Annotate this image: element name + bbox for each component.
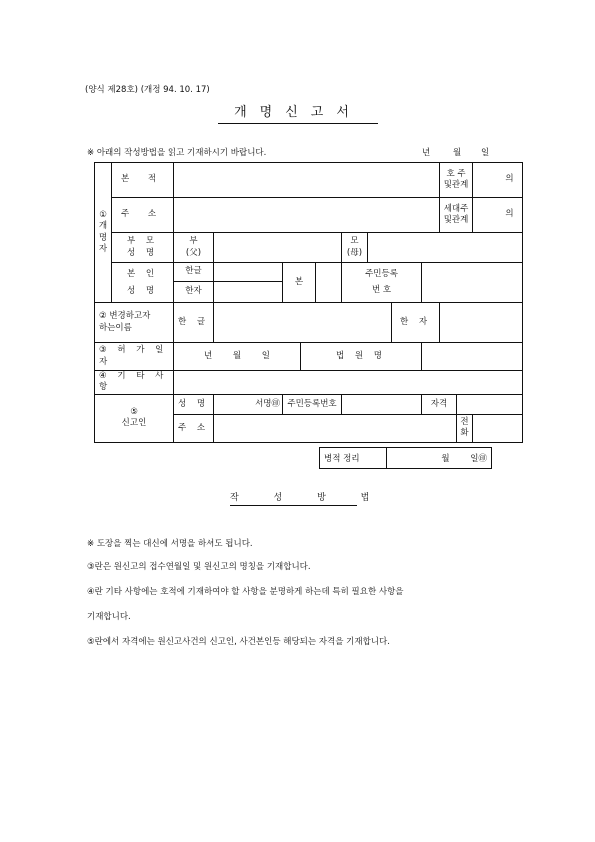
date-day-label: 일 xyxy=(481,148,490,158)
court-label: 법 원 명 xyxy=(301,343,422,371)
reporter-resident-no-label: 주민등록번호 xyxy=(283,394,342,414)
date-month-label: 월 xyxy=(453,148,462,158)
date-year-label: 년 xyxy=(422,148,431,158)
page-title: 개명신고서 xyxy=(218,101,378,124)
address-label: 주 소 xyxy=(112,198,174,233)
phone-label: 전 화 xyxy=(457,414,473,442)
section1-label: ① 개 명 자 xyxy=(95,163,112,303)
registry-date[interactable]: 월 일㊞ xyxy=(387,448,492,469)
instruction-item: 기재합니다. xyxy=(87,612,131,622)
bon-value[interactable] xyxy=(316,263,342,303)
qualification-label: 자격 xyxy=(422,394,457,414)
new-hanja-label: 한 자 xyxy=(392,303,440,343)
notice-text: ※ 아래의 작성방법을 읽고 기재하시기 바랍니다. xyxy=(87,148,267,158)
section3-label: ③ 허 가 일 자 xyxy=(95,343,174,371)
instruction-item: ③란은 원신고의 접수연월일 및 원신고의 명칭을 기재합니다. xyxy=(87,562,311,572)
reporter-resident-no-value[interactable] xyxy=(342,394,422,414)
new-hangul-value[interactable] xyxy=(214,303,392,343)
section4-label: ④ 기 타 사 항 xyxy=(95,371,174,395)
resident-no-value[interactable] xyxy=(422,263,523,303)
new-hanja-value[interactable] xyxy=(440,303,523,343)
instruction-item: ④란 기타 사항에는 호적에 기재하여야 할 사항을 분명하게 하는데 특히 필요한 사항을 xyxy=(87,587,404,597)
householder-ui-label: 의 xyxy=(505,209,514,220)
name-change-form-table xyxy=(94,162,523,443)
householder-relation-label: 세대주 및관계 xyxy=(440,198,473,233)
address-value[interactable] xyxy=(174,198,440,233)
signature-label[interactable]: 서명㊞ xyxy=(214,394,283,414)
qualification-value[interactable] xyxy=(457,394,523,414)
court-value[interactable] xyxy=(422,343,523,371)
bon-label: 본 xyxy=(283,263,316,303)
father-name-value[interactable] xyxy=(214,233,342,263)
honjeok-value[interactable] xyxy=(174,163,440,198)
instruction-item: ⑤란에서 자격에는 원신고사건의 신고인, 사건본인등 해당되는 자격을 기재합니다. xyxy=(87,637,390,647)
hoju-ui-label: 의 xyxy=(505,174,514,185)
permission-date-value[interactable]: 년 월 일 xyxy=(174,343,301,371)
hanja-name-value[interactable] xyxy=(214,282,283,303)
new-hangul-label: 한 글 xyxy=(174,303,214,343)
section5-label: ⑤ 신고인 xyxy=(95,394,174,442)
hanja-name-label: 한자 xyxy=(174,282,214,303)
reporter-name-label: 성 명 xyxy=(174,394,214,414)
other-matters-value[interactable] xyxy=(174,371,523,395)
hangul-name-label: 한글 xyxy=(174,263,214,282)
hangul-name-value[interactable] xyxy=(214,263,283,282)
instruction-item: ※ 도장을 찍는 대신에 서명을 하셔도 됩니다. xyxy=(87,539,253,549)
reporter-address-label: 주 소 xyxy=(174,414,214,442)
father-label: 부 (父) xyxy=(174,233,214,263)
honjeok-label: 본 적 xyxy=(112,163,174,198)
householder-relation-value[interactable] xyxy=(473,198,523,233)
resident-no-label: 주민등록 번 호 xyxy=(342,263,422,303)
registry-box xyxy=(319,447,492,469)
hoju-relation-label: 호 주 및관계 xyxy=(440,163,473,198)
phone-value[interactable] xyxy=(473,414,523,442)
person-name-label: 본 인 성 명 xyxy=(112,263,174,303)
reporter-address-value[interactable] xyxy=(214,414,457,442)
section2-label: ② 변경하고자 하는이름 xyxy=(95,303,174,343)
mother-label: 모 (母) xyxy=(342,233,368,263)
parents-name-label: 부 모 성 명 xyxy=(112,233,174,263)
form-number-label: (양식 제28호) (개정 94. 10. 17) xyxy=(85,85,210,95)
hoju-relation-value[interactable] xyxy=(473,163,523,198)
registry-label: 병적 정리 xyxy=(320,448,387,469)
instructions-title: 작 성 방 법 xyxy=(230,490,357,506)
mother-name-value[interactable] xyxy=(368,233,523,263)
